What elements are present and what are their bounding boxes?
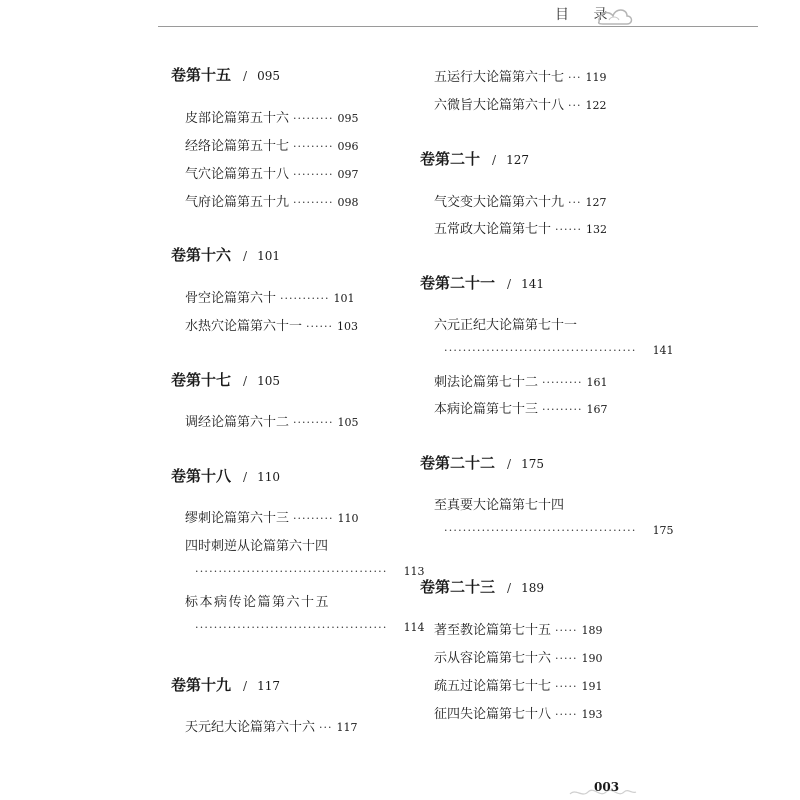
volume-title: 卷第二十 (420, 150, 481, 168)
toc-entry-leader[interactable] (195, 565, 425, 578)
leader-dots: ········· (293, 196, 334, 209)
entry-title: 征四失论篇第七十八 (434, 707, 552, 722)
toc-entry[interactable] (434, 191, 607, 210)
entry-title: 气府论篇第五十九 (185, 195, 290, 210)
entry-title: 标本病传论篇第六十五 (185, 595, 331, 610)
toc-entry[interactable] (185, 535, 328, 554)
entry-page: 105 (337, 416, 359, 429)
volume-heading[interactable] (171, 369, 280, 390)
entry-title: 皮部论篇第五十六 (185, 111, 290, 126)
volume-page: 141 (521, 277, 544, 291)
toc-entry[interactable] (434, 314, 577, 333)
leader-dots: ········· (542, 403, 583, 416)
entry-title: 五运行大论篇第六十七 (434, 70, 565, 85)
leader-dots: ········· (293, 140, 334, 153)
leader-dots: ········· (293, 416, 334, 429)
toc-entry-leader[interactable] (195, 621, 425, 634)
entry-title: 经络论篇第五十七 (185, 139, 290, 154)
volume-page: 175 (521, 457, 544, 471)
toc-entry-leader[interactable] (444, 524, 674, 537)
volume-title: 卷第十八 (171, 467, 232, 485)
entry-page: 103 (337, 320, 358, 333)
entry-page: 167 (586, 403, 608, 416)
leader-dots: ······ (555, 223, 582, 236)
toc-entry[interactable] (434, 703, 603, 722)
entry-page: 122 (585, 99, 607, 112)
leader-dots: ··· (568, 71, 582, 84)
separator: / (243, 69, 248, 83)
volume-title: 卷第二十一 (420, 274, 496, 292)
leader-dots: ··· (319, 721, 333, 734)
volume-page: 110 (257, 470, 280, 484)
volume-page: 189 (521, 581, 544, 595)
entry-title: 疏五过论篇第七十七 (434, 679, 552, 694)
entry-title: 本病论篇第七十三 (434, 402, 539, 417)
header-rule (158, 26, 758, 27)
separator: / (507, 581, 512, 595)
volume-heading[interactable] (171, 244, 280, 265)
entry-title: 至真要大论篇第七十四 (434, 498, 565, 513)
entry-page: 132 (586, 223, 607, 236)
leader-dots: ········· (293, 112, 334, 125)
entry-page: 095 (337, 112, 359, 125)
volume-heading[interactable] (171, 64, 280, 85)
leader-dots: ······ (306, 320, 333, 333)
toc-entry[interactable] (185, 287, 354, 306)
toc-entry[interactable] (185, 135, 359, 154)
leader-dots: ····· (555, 680, 578, 693)
entry-title: 水热穴论篇第六十一 (185, 319, 303, 334)
entry-page: 119 (585, 71, 607, 84)
volume-title: 卷第二十二 (420, 454, 496, 472)
volume-title: 卷第十五 (171, 66, 232, 84)
leader-dots: ··· (568, 99, 582, 112)
entry-title: 四时刺逆从论篇第六十四 (185, 539, 329, 554)
toc-entry[interactable] (434, 371, 608, 390)
leader-dots: ········································· (444, 344, 637, 357)
cloud-ornament-icon (595, 2, 635, 28)
toc-entry-leader[interactable] (444, 344, 674, 357)
toc-entry[interactable] (185, 191, 359, 210)
volume-page: 095 (257, 69, 280, 83)
volume-page: 117 (257, 679, 280, 693)
entry-title: 著至教论篇第七十五 (434, 623, 552, 638)
toc-entry[interactable] (434, 398, 608, 417)
entry-page: 097 (337, 168, 359, 181)
toc-entry[interactable] (434, 647, 603, 666)
entry-page: 175 (652, 524, 674, 537)
entry-page: 141 (652, 344, 674, 357)
leader-dots: ········································· (444, 524, 637, 537)
volume-heading[interactable] (171, 674, 280, 695)
separator: / (243, 374, 248, 388)
toc-entry[interactable] (434, 619, 603, 638)
entry-page: 189 (581, 624, 603, 637)
volume-heading[interactable] (420, 452, 544, 473)
volume-title: 卷第十六 (171, 246, 232, 264)
volume-heading[interactable] (420, 148, 529, 169)
entry-title: 刺法论篇第七十二 (434, 375, 539, 390)
entry-page: 098 (337, 196, 359, 209)
leader-dots: ··········· (280, 292, 330, 305)
separator: / (492, 153, 497, 167)
entry-page: 161 (586, 376, 608, 389)
separator: / (507, 457, 512, 471)
entry-page: 110 (337, 512, 359, 525)
toc-entry[interactable] (434, 66, 607, 85)
toc-entry[interactable] (185, 507, 359, 526)
entry-page: 190 (581, 652, 603, 665)
volume-title: 卷第二十三 (420, 578, 496, 596)
entry-title: 气交变大论篇第六十九 (434, 195, 565, 210)
entry-title: 六元正纪大论篇第七十一 (434, 318, 578, 333)
toc-entry[interactable] (185, 163, 359, 182)
volume-title: 卷第十七 (171, 371, 232, 389)
volume-heading[interactable] (420, 576, 544, 597)
toc-entry[interactable] (185, 315, 358, 334)
entry-title: 调经论篇第六十二 (185, 415, 290, 430)
entry-title: 五常政大论篇第七十 (434, 222, 552, 237)
toc-entry[interactable] (434, 218, 607, 237)
page-number: 003 (594, 780, 620, 794)
volume-title: 卷第十九 (171, 676, 232, 694)
leader-dots: ········································· (195, 565, 388, 578)
entry-page: 191 (581, 680, 603, 693)
leader-dots: ····· (555, 652, 578, 665)
leader-dots: ··· (568, 196, 582, 209)
toc-entry[interactable] (185, 107, 359, 126)
entry-page: 114 (403, 621, 425, 634)
volume-heading[interactable] (420, 272, 544, 293)
volume-page: 101 (257, 249, 280, 263)
toc-entry[interactable] (185, 591, 330, 610)
leader-dots: ········· (293, 512, 334, 525)
header-title: 目 录 (555, 7, 618, 23)
separator: / (243, 249, 248, 263)
toc-entry[interactable] (434, 675, 603, 694)
separator: / (243, 470, 248, 484)
entry-title: 天元纪大论篇第六十六 (185, 720, 316, 735)
leader-dots: ········· (293, 168, 334, 181)
leader-dots: ····· (555, 624, 578, 637)
entry-title: 骨空论篇第六十 (185, 291, 277, 306)
entry-title: 缪刺论篇第六十三 (185, 511, 290, 526)
entry-title: 六微旨大论篇第六十八 (434, 98, 565, 113)
entry-page: 193 (581, 708, 603, 721)
leader-dots: ········································· (195, 621, 388, 634)
entry-page: 113 (403, 565, 425, 578)
separator: / (507, 277, 512, 291)
entry-page: 096 (337, 140, 359, 153)
toc-entry[interactable] (434, 94, 607, 113)
toc-entry[interactable] (185, 716, 358, 735)
entry-title: 气穴论篇第五十八 (185, 167, 290, 182)
entry-page: 127 (585, 196, 607, 209)
entry-page: 101 (333, 292, 355, 305)
leader-dots: ····· (555, 708, 578, 721)
volume-page: 127 (506, 153, 529, 167)
entry-page: 117 (336, 721, 358, 734)
toc-entry[interactable] (185, 411, 359, 430)
volume-page: 105 (257, 374, 280, 388)
leader-dots: ········· (542, 376, 583, 389)
toc-entry[interactable] (434, 494, 564, 513)
entry-title: 示从容论篇第七十六 (434, 651, 552, 666)
separator: / (243, 679, 248, 693)
volume-heading[interactable] (171, 465, 280, 486)
